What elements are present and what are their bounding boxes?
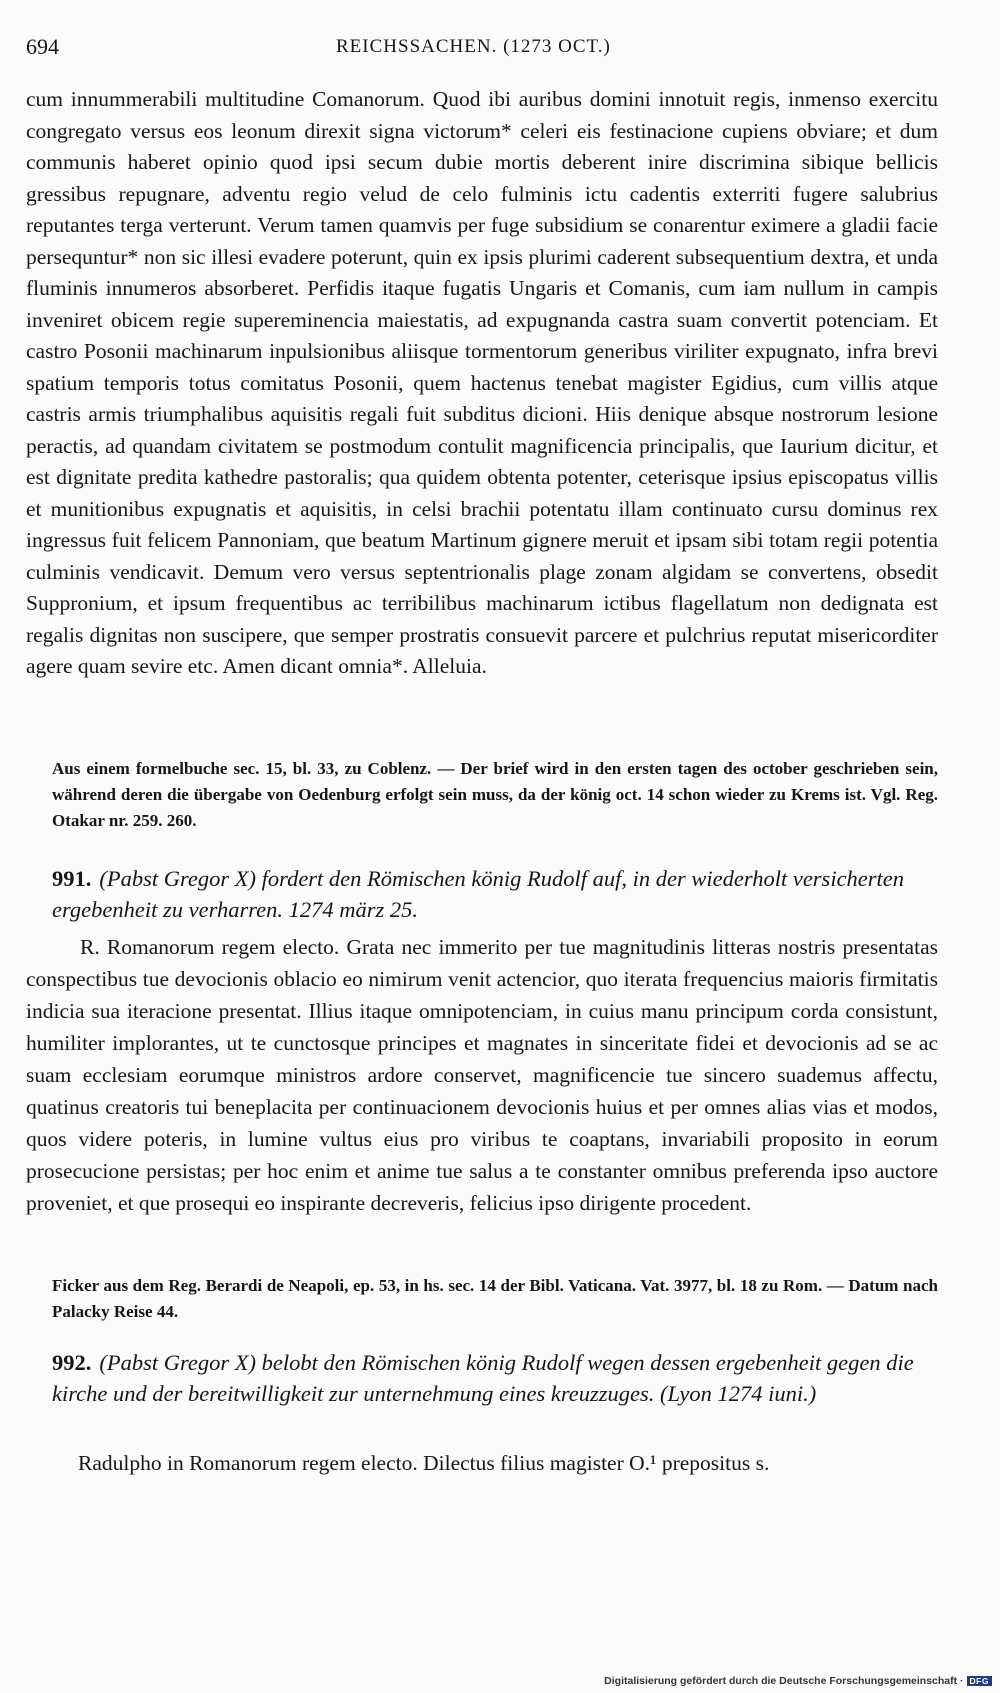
continued-text: cum innummerabili multitudine Comanorum. Quod ibi auribus domini innotuit regis, inmenso exercitu congregato versus eos leonum direxit signa victorum* celeri eis festinacione cupiens obviare; et dum communis haberet opinio quod ipsi secum dubie mortis deberent inire discrimina sibique bellicis gressibus repugnare, adventu regio velud de celo fulminis ictu cadentis exterriti fugere salubrius reputantes terga verterunt. Verum tamen quamvis per fuge subsidium se conarentur eximere a gladii facie persequntur* non sic illesi evadere poterunt, quin ex ipsis plurimi caderent subsequentium dextra, et unda fluminis innumeros absorberet. Perfidis itaque fugatis Ungaris et Comanis, cum iam nullum in campis inveniret obicem regie supereminencia maiestatis, ad expugnanda castra suam convertit potenciam. Et castro Posonii machinarum inpulsionibus aliisque tormentorum generibus viriliter expugnato, infra brevi spatium temporis totus comitatus Posonii, quem hactenus tenebat magister Egidius, cum villis atque castris armis triumphalibus aquisitis regali fuit subditus dicioni. Hiis denique absque nostrorum lesione peractis, ad quandam civitatem se postmodum contulit magnificencia principalis, que Iaurium dicitur, et est dignitate predita kathedre pastoralis; qua quidem obtenta potenter, ceterisque ipsius episcopatus villis et munitionibus expugnatis et aquisitis, in celsi brachii potentatu illam continuato cursu dominus rex ingressus fuit felicem Pannoniam, que beatum Martinum gignere meruit et ipsam sibi totam regii potentia culminis vendicavit. Demum vero versus septentrionalis plage zonam algidam se convertens, obsedit Suppronium, et ipsum frequentibus ac terribilibus machinarum ictibus flagellatum non dedignata est regalis dignitas non suscipere, que semper prostratis consuevit parcere et pulchrius reputat misericorditer agere quam sevire etc. Amen dicant omnia*. Alleluia. <box>26 87 938 678</box>
entry-body-992: Radulpho in Romanorum regem electo. Dilectus filius magister O.¹ prepositus s. <box>78 1451 770 1475</box>
dfg-logo: DFG <box>967 1676 992 1686</box>
entry-heading-992 <box>52 1347 938 1409</box>
page-number: 694 <box>26 34 59 59</box>
entry-title: (Pabst Gregor X) belobt den Römischen könig Rudolf wegen dessen ergebenheit gegen die kirche und der bereitwilligkeit zur unternehmung eines kreuzzuges. (Lyon 1274 iuni.) <box>52 1350 914 1406</box>
running-head: REICHSSACHEN. (1273 OCT.) <box>336 36 611 57</box>
page-header <box>26 34 938 66</box>
source-note: Aus einem formelbuche sec. 15, bl. 33, zu Coblenz. — Der brief wird in den ersten tagen des october geschrieben sein, während deren die übergabe von Oedenburg erfolgt sein muss, da der könig oct. 14 schon wieder zu Krems ist. Vgl. Reg. Otakar nr. 259. 260. <box>52 759 938 830</box>
entry-heading-991 <box>52 863 938 925</box>
entry-body-991: R. Romanorum regem electo. Grata nec immerito per tue magnitudinis litteras nostris presentatas conspectibus tue devocionis oblacio eo nimirum venit actencior, quo iterata frequencius maioris firmitatis indicia sua iteracione presentat. Illius itaque omnipotenciam, in cuius manu principum corda consistunt, humiliter implorantes, ut te cunctosque principes et magnates in sinceritate fidei et devocionis ad se ac suam ecclesiam eorumque ministros ardore conservet, magnificencie tue sincero suademus affectu, quatinus creatoris tui beneplacita per continuacionem devocionis huius et per omnes alias vias et modos, quos videre poteris, in lumine vultus eius pro viribus te coaptans, invariabili proposito in eorum prosecucione persistas; per hoc enim et anime tue salus a te constanter omnibus preferenda ipso auctore proveniet, et que prosequi eo inspirante decreveris, felicius ipso dirigente procedent. <box>26 935 938 1215</box>
footer-credit <box>604 1675 992 1687</box>
entry-title: (Pabst Gregor X) fordert den Römischen könig Rudolf auf, in der wiederholt versicherten ergebenheit zu verharren. 1274 märz 25. <box>52 866 905 922</box>
entry-number: 991. <box>52 866 92 891</box>
entry-number: 992. <box>52 1350 92 1375</box>
source-note: Ficker aus dem Reg. Berardi de Neapoli, ep. 53, in hs. sec. 14 der Bibl. Vaticana. Vat. 3977, bl. 18 zu Rom. — Datum nach Palacky Reise 44. <box>52 1276 938 1321</box>
footer-credit-text: Digitalisierung gefördert durch die Deutsche Forschungsgemeinschaft · <box>604 1675 964 1687</box>
